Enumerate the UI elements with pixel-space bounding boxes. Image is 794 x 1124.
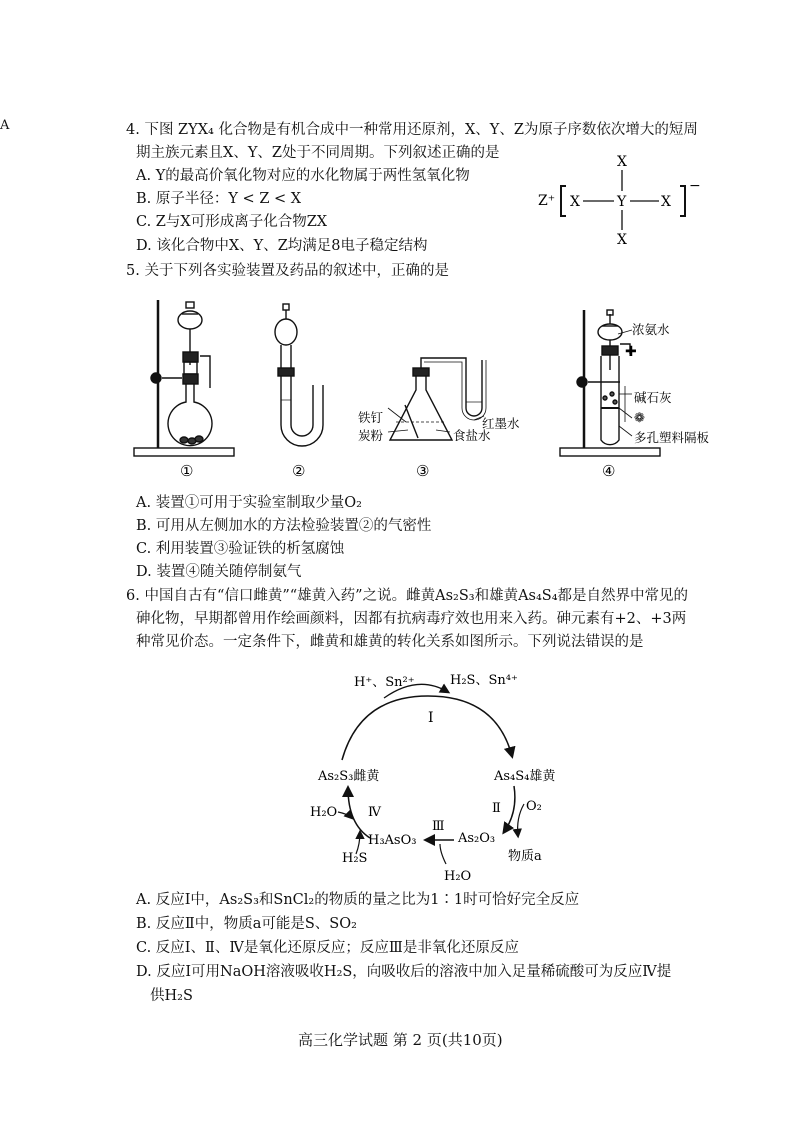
q5-option-c: C. 利用装置③验证铁的析氢腐蚀: [136, 541, 345, 557]
q4-x-bottom: X: [617, 232, 627, 248]
label-ammonia: 浓氨水: [632, 322, 670, 337]
q5-option-b: B. 可用从左侧加水的方法检验装置②的气密性: [136, 518, 432, 534]
q6-option-a: A. 反应Ⅰ中，As₂S₃和SnCl₂的物质的量之比为1∶1时可恰好完全反应: [136, 892, 580, 908]
q5-option-a: A. 装置①可用于实验室制取少量O₂: [136, 495, 362, 511]
apparatus-2-number: ②: [292, 462, 306, 480]
q5-apparatus-figure: [120, 290, 710, 486]
q4-structure-diagram: [530, 148, 710, 248]
q6-label-I: Ⅰ: [428, 710, 434, 726]
apparatus-2: [275, 304, 323, 446]
q6-realgar: As₄S₄雄黄: [494, 769, 556, 784]
q4-option-c: C. Z与X可形成离子化合物ZX: [136, 214, 328, 230]
q6-option-d: D. 反应Ⅰ可用NaOH溶液吸收H₂S，向吸收后的溶液中加入足量稀硫酸可为反应Ⅳ提: [136, 964, 672, 980]
q4-x-right: X: [661, 194, 671, 210]
q6-stem-line3: 种常见价态。一定条件下，雌黄和雄黄的转化关系如图所示。下列说法错误的是: [136, 634, 644, 650]
label-plate: 多孔塑料隔板: [634, 430, 710, 445]
q4-charge: −: [689, 178, 701, 194]
q6-orpiment: As₂S₃雌黄: [318, 769, 380, 784]
q6-label-II: Ⅱ: [492, 801, 501, 816]
q4-x-left: X: [570, 194, 580, 210]
q6-option-b: B. 反应Ⅱ中，物质a可能是S、SO₂: [136, 916, 357, 932]
q5-option-d: D. 装置④随关随停制氨气: [136, 564, 302, 580]
q4-cation: Z⁺: [538, 193, 556, 209]
q6-option-c: C. 反应Ⅰ、Ⅱ、Ⅳ是氧化还原反应；反应Ⅲ是非氧化还原反应: [136, 940, 519, 956]
apparatus-3-number: ③: [416, 462, 430, 480]
label-soda-lime: 碱石灰: [634, 390, 672, 405]
q4-x-top: X: [617, 154, 627, 170]
apparatus-4-gear: ❁: [634, 411, 645, 426]
q6-option-d-continued: 供H₂S: [150, 988, 193, 1004]
q6-products-I: H₂S、Sn⁴⁺: [450, 673, 518, 688]
q6-stem-line1: 6. 中国自古有“信口雌黄”“雄黄入药”之说。雌黄As₂S₃和雄黄As₄S₄都是自然界中常见的: [126, 588, 689, 604]
q6-substance-a: 物质a: [508, 849, 542, 864]
q6-h3aso3: H₃AsO₃: [368, 833, 417, 848]
apparatus-1: [134, 300, 234, 456]
q6-conversion-diagram: [290, 668, 590, 886]
label-nail: 铁钉: [358, 410, 384, 425]
q4-y-center: Y: [617, 194, 627, 210]
q4-option-a: A. Y的最高价氧化物对应的水化物属于两性氢氧化物: [136, 168, 470, 184]
apparatus-4-number: ④: [602, 462, 616, 480]
apparatus-1-number: ①: [180, 462, 194, 480]
label-carbon: 炭粉: [358, 428, 384, 443]
q4-option-b: B. 原子半径：Y < Z < X: [136, 191, 302, 207]
q6-as2o3: As₂O₃: [458, 831, 496, 846]
page-footer: 高三化学试题 第 2 页(共10页): [298, 1031, 503, 1049]
q6-label-III: Ⅲ: [432, 819, 445, 834]
q4-option-d: D. 该化合物中X、Y、Z均满足8电子稳定结构: [136, 238, 428, 254]
label-salt-water: 食盐水: [453, 428, 491, 443]
page-edge-mark: A: [0, 118, 10, 133]
q6-h2s: H₂S: [342, 851, 368, 866]
label-red-ink: 红墨水: [482, 416, 520, 431]
q5-stem: 5. 关于下列各实验装置及药品的叙述中，正确的是: [126, 263, 449, 279]
q6-h2o-left: H₂O: [310, 805, 338, 820]
q6-reactants-I: H⁺、Sn²⁺: [354, 675, 415, 690]
q4-stem-line2: 期主族元素且X、Y、Z处于不同周期。下列叙述正确的是: [136, 145, 500, 161]
apparatus-4-plus: ✚: [625, 344, 637, 360]
q6-o2: O₂: [526, 799, 542, 814]
q6-h2o-bottom: H₂O: [444, 869, 472, 884]
q6-stem-line2: 砷化物，早期都曾用作绘画颜料，因都有抗病毒疗效也用来入药。砷元素有+2、+3两: [136, 611, 687, 627]
q4-stem-line1: 4. 下图 ZYX₄ 化合物是有机合成中一种常用还原剂，X、Y、Z为原子序数依次增大的短周: [126, 122, 698, 138]
q6-label-IV: Ⅳ: [368, 805, 381, 820]
